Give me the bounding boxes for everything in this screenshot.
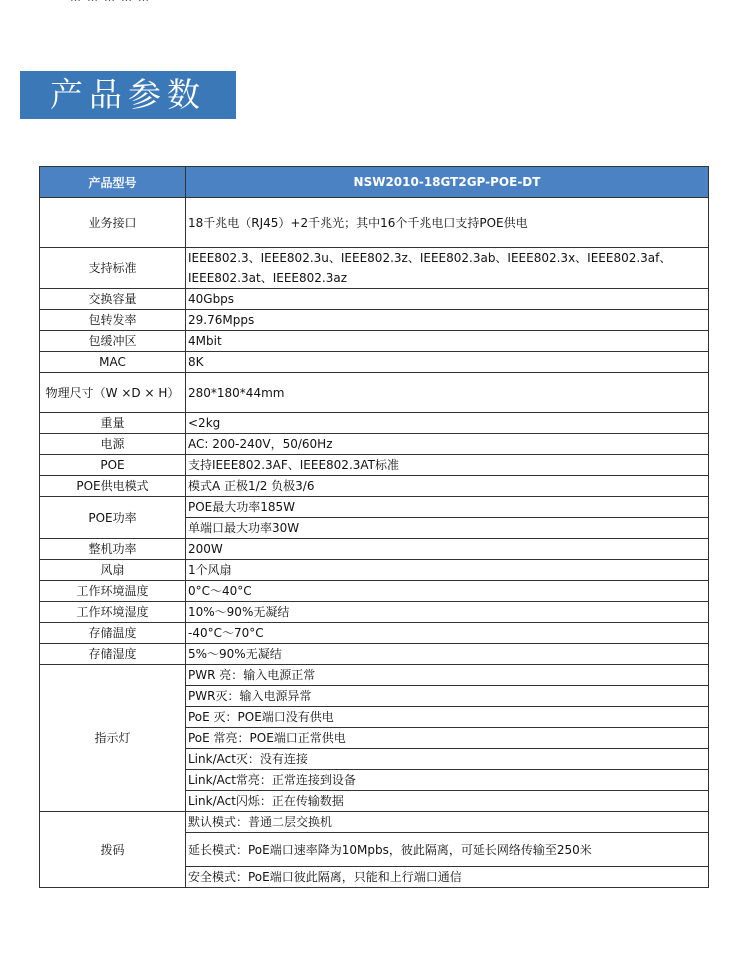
row-label: 业务接口 [40, 198, 186, 248]
row-label: 重量 [40, 413, 186, 434]
row-label: 工作环境湿度 [40, 602, 186, 623]
row-label: 交换容量 [40, 289, 186, 310]
row-value: 安全模式：PoE端口彼此隔离，只能和上行端口通信 [186, 867, 709, 888]
table-row [40, 434, 709, 455]
row-value: 延长模式：PoE端口速率降为10Mpbs，彼此隔离，可延长网络传输至250米 [186, 833, 709, 867]
table-row [40, 644, 709, 665]
row-label: MAC [40, 352, 186, 373]
row-value: 18千兆电（RJ45）+2千兆光；其中16个千兆电口支持POE供电 [186, 198, 709, 248]
header-model: NSW2010-18GT2GP-POE-DT [186, 167, 709, 198]
table-header-row [40, 167, 709, 198]
table-row [40, 352, 709, 373]
row-label: 存储温度 [40, 623, 186, 644]
row-label: 风扇 [40, 560, 186, 581]
row-value: Link/Act灭：没有连接 [186, 749, 709, 770]
row-value: 默认模式：普通二层交换机 [186, 812, 709, 833]
section-title: 产品参数 [20, 71, 236, 119]
spec-body [40, 198, 709, 888]
table-row [40, 248, 709, 289]
row-value: 29.76Mpps [186, 310, 709, 331]
row-value: 1个风扇 [186, 560, 709, 581]
top-text-fragment [70, 0, 220, 3]
row-label: 包转发率 [40, 310, 186, 331]
table-row [40, 373, 709, 413]
row-label: POE [40, 455, 186, 476]
row-value: 支持IEEE802.3AF、IEEE802.3AT标准 [186, 455, 709, 476]
row-value: IEEE802.3、IEEE802.3u、IEEE802.3z、IEEE802.3ab、IEEE802.3x、IEEE802.3af、IEEE802.3at、IEEE802.3az [186, 248, 709, 289]
row-value: 4Mbit [186, 331, 709, 352]
row-value: PWR 亮：输入电源正常 [186, 665, 709, 686]
row-value: 5%～90%无凝结 [186, 644, 709, 665]
row-label: 存储湿度 [40, 644, 186, 665]
row-value: PWR灭：输入电源异常 [186, 686, 709, 707]
row-value: 280*180*44mm [186, 373, 709, 413]
table-row [40, 539, 709, 560]
table-row [40, 331, 709, 352]
table-row [40, 413, 709, 434]
row-label: 电源 [40, 434, 186, 455]
row-label: 拨码 [40, 812, 186, 888]
row-label: 指示灯 [40, 665, 186, 812]
row-value: -40°C～70°C [186, 623, 709, 644]
table-row [40, 497, 709, 518]
table-row [40, 602, 709, 623]
row-value: PoE 灭：POE端口没有供电 [186, 707, 709, 728]
row-value: AC: 200-240V，50/60Hz [186, 434, 709, 455]
row-label: 整机功率 [40, 539, 186, 560]
row-value: 模式A 正极1/2 负极3/6 [186, 476, 709, 497]
row-value: PoE 常亮：POE端口正常供电 [186, 728, 709, 749]
row-value: 8K [186, 352, 709, 373]
row-value: Link/Act常亮：正常连接到设备 [186, 770, 709, 791]
row-value: 单端口最大功率30W [186, 518, 709, 539]
row-label: 物理尺寸（W ×D × H） [40, 373, 186, 413]
row-value: 0°C～40°C [186, 581, 709, 602]
header-label: 产品型号 [40, 167, 186, 198]
table-row [40, 310, 709, 331]
table-row [40, 623, 709, 644]
table-row [40, 665, 709, 686]
table-row [40, 581, 709, 602]
row-value: 10%～90%无凝结 [186, 602, 709, 623]
row-value: POE最大功率185W [186, 497, 709, 518]
table-row [40, 560, 709, 581]
table-row [40, 812, 709, 833]
row-label: POE供电模式 [40, 476, 186, 497]
spec-table [39, 166, 709, 888]
row-label: 包缓冲区 [40, 331, 186, 352]
row-value: Link/Act闪烁：正在传输数据 [186, 791, 709, 812]
row-value: 40Gbps [186, 289, 709, 310]
row-label: 支持标准 [40, 248, 186, 289]
row-label: POE功率 [40, 497, 186, 539]
table-row [40, 455, 709, 476]
table-row [40, 476, 709, 497]
table-row [40, 198, 709, 248]
row-label: 工作环境温度 [40, 581, 186, 602]
row-value: <2kg [186, 413, 709, 434]
row-value: 200W [186, 539, 709, 560]
table-row [40, 289, 709, 310]
